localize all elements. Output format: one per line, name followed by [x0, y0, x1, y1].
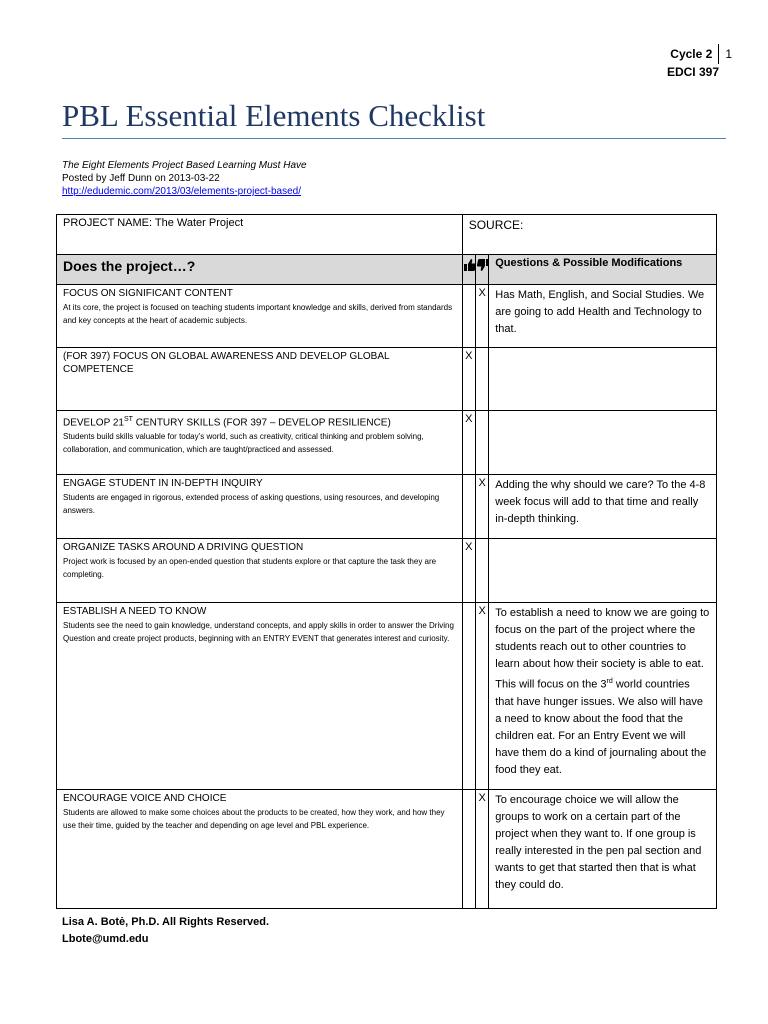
no-mark: X [475, 603, 488, 790]
element-title: ESTABLISH A NEED TO KNOW [63, 606, 207, 617]
cycle-label: Cycle 2 [670, 46, 713, 61]
modification-note [489, 411, 717, 475]
element-title: ENCOURAGE VOICE AND CHOICE [63, 793, 227, 804]
note-part: To establish a need to know we are going to focus on the part of the project where the students reach out to other countries to learn about how their society is able to eat. This will focus on the 3 [495, 607, 710, 691]
yes-mark [462, 475, 475, 539]
yes-mark: X [462, 411, 475, 475]
yes-mark: X [462, 539, 475, 603]
no-mark: X [475, 285, 488, 348]
project-name: PROJECT NAME: The Water Project [57, 215, 463, 255]
element-description: Students are engaged in rigorous, extended process of asking questions, using resources, and developing answers. [63, 493, 440, 515]
element-row [57, 603, 717, 790]
modification-note [489, 348, 717, 411]
no-mark [475, 539, 488, 603]
copyright: Lisa A. Botė, Ph.D. All Rights Reserved. [62, 916, 270, 928]
project-row [57, 215, 717, 255]
element-description: Project work is focused by an open-ended question that students explore or that capture the task they are completing. [63, 557, 437, 579]
modification-note: To encourage choice we will allow the groups to work on a certain part of the project when they want to. If one group is really interested in the pen pal section and wants to get that started then that is what they could do. [489, 790, 717, 909]
modification-note: Has Math, English, and Social Studies. We are going to add Health and Technology to that. [489, 285, 717, 348]
element-title: FOCUS ON SIGNIFICANT CONTENT [63, 288, 233, 299]
no-mark: X [475, 475, 488, 539]
no-mark [475, 411, 488, 475]
element-description: Students see the need to gain knowledge, understand concepts, and apply skills in order to answer the Driving Question and create project products, beginning with an ENTRY EVENT that generates interest and curiosity. [63, 621, 454, 643]
article-subtitle: The Eight Elements Project Based Learning Must Have [62, 160, 307, 171]
element-title: (FOR 397) FOCUS ON GLOBAL AWARENESS AND DEVELOP GLOBAL COMPETENCE [63, 351, 390, 375]
yes-column-header [462, 255, 475, 285]
element-row [57, 475, 717, 539]
source-meta [62, 159, 307, 198]
element-row [57, 348, 717, 411]
header-divider [718, 44, 719, 64]
modification-note [489, 603, 717, 790]
note-superscript: rd [606, 678, 613, 685]
element-description: At its core, the project is focused on teaching students important knowledge and skills, derived from standards and key concepts at the heart of academic subjects. [63, 303, 453, 325]
element-row [57, 285, 717, 348]
page-title: PBL Essential Elements Checklist [62, 98, 486, 133]
note-part: world countries that have hunger issues. We also will have a need to know about the food that the children eat. For an Entry Event we will have them do a kind of journaling about the food they eat. [495, 678, 707, 776]
checklist-table [56, 214, 717, 909]
element-description: Students build skills valuable for today’s world, such as creativity, critical thinking and problem solving, collaboration, and communication, which are taught/practiced and assessed. [63, 432, 424, 455]
element-title: ORGANIZE TASKS AROUND A DRIVING QUESTION [63, 542, 304, 553]
element-title-part: DEVELOP 21 [63, 417, 124, 429]
source-cell: SOURCE: [462, 215, 716, 255]
element-row [57, 790, 717, 909]
page-footer [62, 914, 269, 948]
header-row [57, 255, 717, 285]
yes-mark [462, 285, 475, 348]
element-row [57, 539, 717, 603]
no-column-header [475, 255, 488, 285]
title-underline [62, 138, 726, 139]
element-description: Students are allowed to make some choices about the products to be created, how they work, and how they use their time, guided by the teacher and depending on age level and PBL experience. [63, 808, 445, 830]
page-header [667, 44, 732, 81]
element-title [63, 413, 456, 429]
yes-mark: X [462, 348, 475, 411]
no-mark: X [475, 790, 488, 909]
no-mark [475, 348, 488, 411]
element-title-part: CENTURY SKILLS (FOR 397 – DEVELOP RESILIENCE) [132, 417, 391, 429]
yes-mark [462, 603, 475, 790]
yes-mark [462, 790, 475, 909]
element-title-superscript: ST [123, 416, 133, 423]
posted-by: Posted by Jeff Dunn on 2013-03-22 [62, 173, 220, 184]
modification-note: Adding the why should we care? To the 4-8 week focus will add to that time and really in-depth thinking. [489, 475, 717, 539]
modification-note [489, 539, 717, 603]
page-number: 1 [725, 46, 732, 61]
element-row [57, 411, 717, 475]
course-label: EDCI 397 [666, 65, 719, 79]
element-title: ENGAGE STUDENT IN IN-DEPTH INQUIRY [63, 478, 263, 489]
question-header: Does the project…? [57, 255, 463, 285]
contact-email: Lbote@umd.edu [62, 933, 149, 945]
modifications-header: Questions & Possible Modifications [489, 255, 717, 285]
source-link[interactable]: http://edudemic.com/2013/03/elements-project-based/ [62, 186, 302, 197]
